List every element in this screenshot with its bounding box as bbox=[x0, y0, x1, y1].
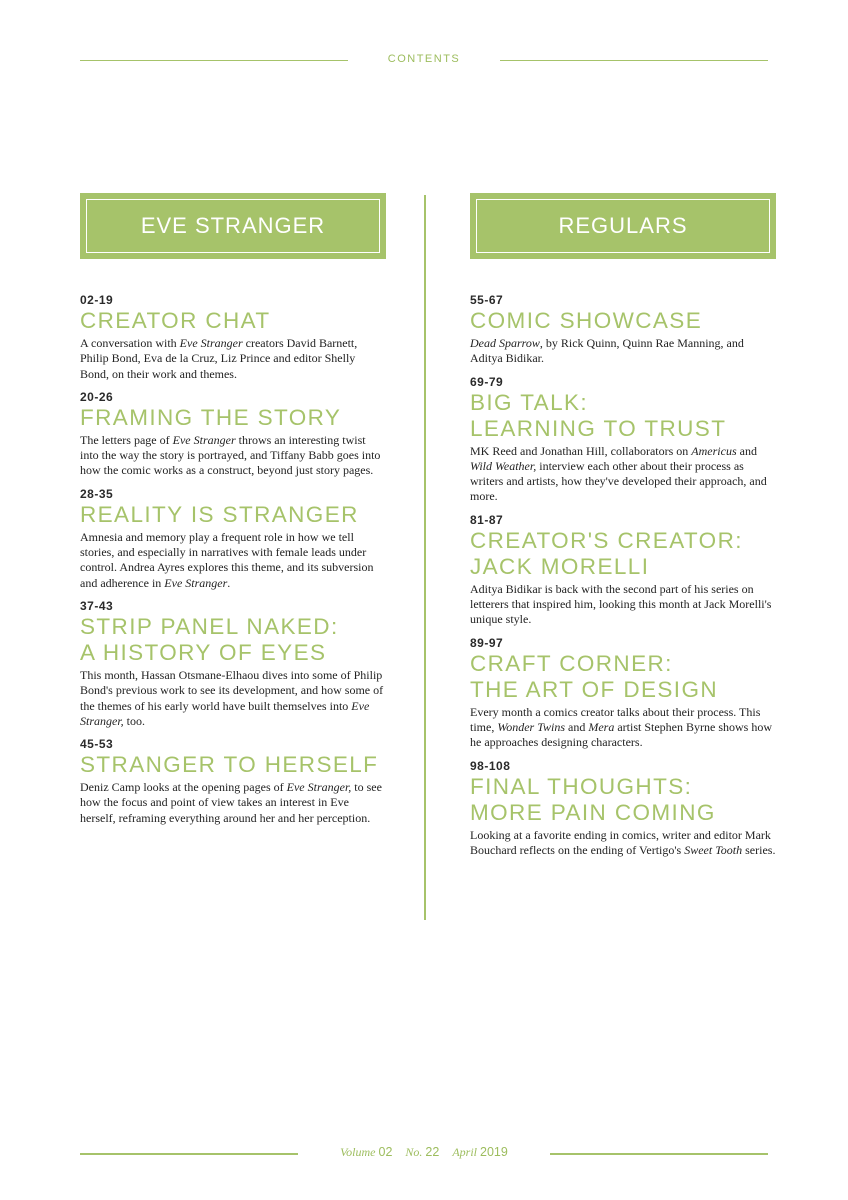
italic-title: Sweet Tooth bbox=[684, 842, 743, 857]
italic-title: Mera bbox=[588, 719, 615, 734]
section-banner-title: EVE STRANGER bbox=[86, 199, 380, 253]
article-entry bbox=[80, 293, 386, 382]
italic-title: Wonder Twins bbox=[497, 719, 566, 734]
page-range: 20-26 bbox=[80, 389, 114, 404]
eve-stranger-column bbox=[80, 193, 386, 834]
article-title-line: BIG TALK: bbox=[470, 389, 589, 415]
article-title-line: LEARNING TO TRUST bbox=[470, 415, 727, 441]
article-entry bbox=[470, 293, 776, 367]
article-title: COMIC SHOWCASE bbox=[470, 308, 703, 333]
article-entry bbox=[80, 599, 386, 729]
text-segment: too. bbox=[123, 713, 146, 728]
text-segment: to see how the focus and point of view takes an interest in Eve herself, reframing everything around her and her perception. bbox=[80, 780, 382, 825]
article-title-line: STRIP PANEL NAKED: bbox=[80, 613, 339, 639]
contents-heading: CONTENTS bbox=[387, 53, 461, 65]
text-segment: The letters page of bbox=[80, 432, 173, 447]
page-range: 55-67 bbox=[470, 293, 504, 307]
article-title: FRAMING THE STORY bbox=[80, 404, 342, 430]
article-list bbox=[470, 293, 776, 858]
article-title: CREATOR CHAT bbox=[80, 308, 271, 333]
footer-rule-left bbox=[80, 1153, 298, 1155]
page-range: 37-43 bbox=[80, 598, 114, 613]
article-title bbox=[470, 774, 776, 826]
column-divider bbox=[424, 195, 426, 920]
text-segment: Looking at a favorite ending in comics, writer and editor Mark Bouchard reflects on the ending of Vertigo's bbox=[470, 827, 771, 857]
text-segment: interview each other about their process as writers and artists, how they've developed their approach, and more. bbox=[470, 458, 767, 504]
article-description bbox=[470, 705, 776, 751]
page-range: 89-97 bbox=[470, 635, 504, 650]
text-segment: artist Stephen Byrne shows how he approaches designing characters. bbox=[470, 719, 772, 750]
italic-title: Eve Stranger, bbox=[286, 780, 352, 795]
text-segment: A conversation with bbox=[80, 336, 180, 350]
article-title bbox=[470, 390, 776, 442]
article-title-line: MORE PAIN COMING bbox=[470, 799, 716, 825]
article-description bbox=[80, 336, 386, 382]
page-range: 69-79 bbox=[470, 374, 504, 389]
text-segment: Every month a comics creator talks about their process. This time, bbox=[470, 704, 761, 734]
article-title: STRANGER TO HERSELF bbox=[80, 752, 379, 778]
italic-title: Eve Stranger bbox=[164, 575, 228, 590]
article-description bbox=[470, 444, 776, 505]
article-description bbox=[80, 433, 386, 479]
page-range: 98-108 bbox=[470, 758, 511, 773]
italic-title: Eve Stranger, bbox=[80, 698, 370, 728]
page-range: 28-35 bbox=[80, 486, 114, 501]
text-segment: Deniz Camp looks at the opening pages of bbox=[80, 780, 287, 795]
article-title: REALITY IS STRANGER bbox=[80, 501, 359, 527]
text-segment: and bbox=[736, 443, 757, 458]
text-segment: series. bbox=[742, 842, 776, 857]
article-description bbox=[80, 668, 386, 729]
article-description bbox=[470, 828, 776, 859]
text-segment: throws an interesting twist into the way the story is portrayed, and Tiffany Babb goes into how the comic works as a construct, beyond just story pages. bbox=[80, 432, 381, 478]
volume-label: Volume bbox=[340, 1145, 376, 1159]
italic-title: Eve Stranger bbox=[172, 432, 236, 447]
article-title-line: CREATOR'S CREATOR: bbox=[470, 527, 743, 553]
article-entry bbox=[470, 636, 776, 751]
article-description bbox=[470, 582, 776, 628]
article-description bbox=[80, 530, 386, 591]
header-rule-left bbox=[80, 60, 348, 61]
article-title-line: A HISTORY OF EYES bbox=[80, 639, 327, 665]
text-segment: MK Reed and Jonathan Hill, collaborators on bbox=[470, 443, 692, 458]
issue-number: 22 bbox=[425, 1145, 440, 1159]
article-title bbox=[80, 614, 386, 666]
issue-info bbox=[298, 1145, 550, 1160]
italic-title: Eve Stranger bbox=[179, 336, 243, 350]
page-range: 81-87 bbox=[470, 512, 504, 527]
article-title-line: FINAL THOUGHTS: bbox=[470, 773, 693, 799]
article-list bbox=[80, 293, 386, 826]
year-number: 2019 bbox=[480, 1145, 508, 1159]
footer-rule-right bbox=[550, 1153, 768, 1155]
text-segment: and bbox=[565, 719, 589, 734]
text-segment: creators David Barnett, Philip Bond, Eva de la Cruz, Liz Prince and editor Shelly Bond, on their work and themes. bbox=[80, 336, 358, 381]
italic-title: Dead Sparrow bbox=[470, 336, 540, 350]
text-segment: Aditya Bidikar is back with the second part of his series on letterers that inspired him, looking this month at Jack Morelli's unique style. bbox=[470, 581, 772, 627]
article-entry bbox=[80, 737, 386, 826]
article-entry bbox=[80, 390, 386, 479]
section-banner bbox=[470, 193, 776, 259]
article-title bbox=[470, 651, 776, 703]
article-entry bbox=[80, 487, 386, 591]
italic-title: Wild Weather, bbox=[470, 458, 537, 473]
page-range: 45-53 bbox=[80, 737, 114, 752]
text-segment: . bbox=[227, 575, 231, 590]
text-segment: Amnesia and memory play a frequent role in how we tell stories, and especially in narratives with female leads under control. Andrea Ayres explores this theme, and its subversion and adherence in bbox=[80, 529, 374, 590]
page-range: 02-19 bbox=[80, 293, 114, 307]
article-entry bbox=[470, 375, 776, 505]
italic-title: Americus bbox=[691, 443, 737, 458]
section-banner bbox=[80, 193, 386, 259]
month-label: April bbox=[452, 1145, 477, 1159]
article-title-line: THE ART OF DESIGN bbox=[470, 676, 719, 702]
header-rule-right bbox=[500, 60, 768, 61]
article-description bbox=[470, 336, 776, 367]
number-label: No. bbox=[405, 1145, 423, 1159]
article-entry bbox=[470, 759, 776, 859]
text-segment: This month, Hassan Otsmane-Elhaou dives into some of Philip Bond's previous work to see its development, and how some of the themes of his early world have built themselves into bbox=[80, 667, 384, 713]
volume-number: 02 bbox=[378, 1145, 393, 1159]
article-entry bbox=[470, 513, 776, 628]
article-title-line: CRAFT CORNER: bbox=[470, 650, 673, 676]
section-banner-title: REGULARS bbox=[476, 199, 770, 253]
article-title-line: JACK MORELLI bbox=[470, 553, 650, 579]
article-title bbox=[470, 528, 776, 580]
regulars-column bbox=[470, 193, 776, 866]
article-description bbox=[80, 780, 386, 826]
text-segment: , by Rick Quinn, Quinn Rae Manning, and Aditya Bidikar. bbox=[470, 336, 744, 366]
